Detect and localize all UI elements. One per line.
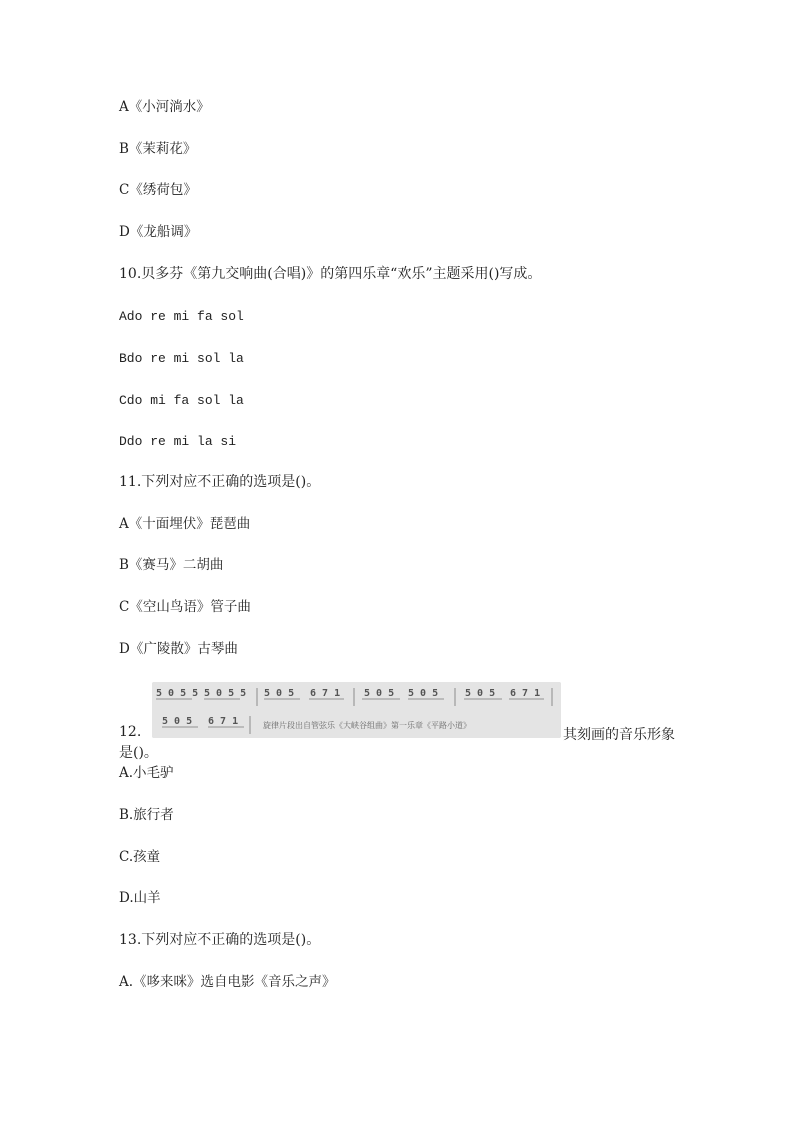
- q10-stem: 10.贝多芬《第九交响曲(合唱)》的第四乐章“欢乐”主题采用()写成。: [119, 266, 542, 282]
- q10-option-a: Ado re mi fa sol: [119, 309, 244, 324]
- svg-text:6 7 1: 6 7 1: [208, 716, 239, 727]
- svg-text:5 0 5: 5 0 5: [364, 688, 395, 699]
- q10-option-b: Bdo re mi sol la: [119, 351, 244, 366]
- q11-option-a: A《十面埋伏》琵琶曲: [119, 516, 251, 532]
- svg-text:5 0 5: 5 0 5: [408, 688, 439, 699]
- svg-text:6 7 1: 6 7 1: [310, 688, 341, 699]
- svg-text:5 0 5 5: 5 0 5 5: [204, 688, 247, 699]
- q10-option-c: Cdo mi fa sol la: [119, 393, 244, 408]
- q12-stem-line2: 是()。: [119, 745, 158, 761]
- q13-stem: 13.下列对应不正确的选项是()。: [119, 932, 321, 948]
- q12-option-d: D.山羊: [119, 890, 161, 906]
- svg-text:5 0 5: 5 0 5: [162, 716, 193, 727]
- q12-option-c: C.孩童: [119, 849, 161, 865]
- score-image: [152, 682, 561, 738]
- svg-text:5 0 5: 5 0 5: [264, 688, 295, 699]
- q11-stem: 11.下列对应不正确的选项是()。: [119, 474, 321, 490]
- svg-text:6 7 1: 6 7 1: [510, 688, 541, 699]
- q12-number: 12.: [119, 724, 142, 740]
- score-caption: 旋律片段出自管弦乐《大峡谷组曲》第一乐章《平路小道》: [263, 721, 471, 730]
- q12-option-b: B.旅行者: [119, 807, 174, 823]
- q9-option-d: D《龙船调》: [119, 224, 198, 240]
- q9-option-b: B《茉莉花》: [119, 141, 197, 157]
- q9-option-c: C《绣荷包》: [119, 182, 197, 198]
- svg-text:5 0 5: 5 0 5: [465, 688, 496, 699]
- q9-option-a: A《小河淌水》: [119, 99, 210, 115]
- q11-option-d: D《广陵散》古琴曲: [119, 641, 238, 657]
- q11-option-c: C《空山鸟语》管子曲: [119, 599, 251, 615]
- q10-option-d: Ddo re mi la si: [119, 434, 237, 449]
- q12-stem-tail: 其刻画的音乐形象: [563, 727, 675, 743]
- q12-option-a: A.小毛驴: [119, 765, 174, 781]
- q13-option-a: A.《哆来咪》选自电影《音乐之声》: [119, 974, 336, 990]
- svg-text:5 0 5 5: 5 0 5 5: [156, 688, 199, 699]
- q11-option-b: B《赛马》二胡曲: [119, 557, 224, 573]
